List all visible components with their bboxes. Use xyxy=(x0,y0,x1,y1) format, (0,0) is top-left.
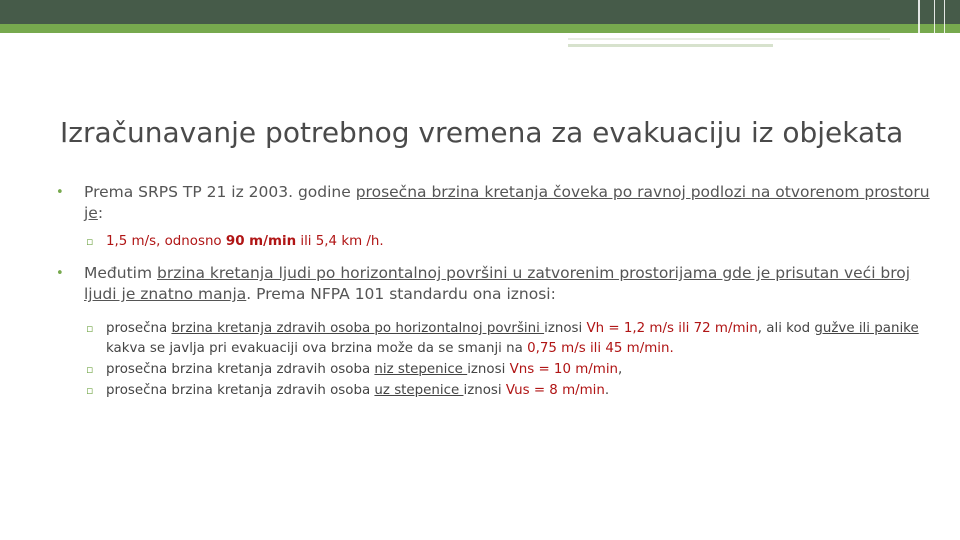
bullet-text xyxy=(84,183,930,222)
sub-bullet-text xyxy=(106,321,919,356)
square-bullet-icon: ▫ xyxy=(86,322,94,335)
text-run: , xyxy=(618,362,623,377)
text-run: Vus = 8 m/min xyxy=(505,383,605,398)
decor-line xyxy=(934,0,935,47)
sub-bullet-item xyxy=(56,319,936,359)
text-run: ili 5,4 km /h. xyxy=(296,234,384,249)
sub-bullet-item xyxy=(56,232,936,252)
text-run: , ali kod xyxy=(757,321,815,336)
text-run: prosečna xyxy=(106,321,172,336)
text-run: Vns = 10 m/min xyxy=(509,362,619,377)
text-run: iznosi xyxy=(467,362,510,377)
text-run: Vh = 1,2 m/s ili 72 m/min xyxy=(586,321,758,336)
bullet-item xyxy=(56,182,936,224)
top-header-bar xyxy=(0,0,960,24)
decor-hline xyxy=(568,44,773,47)
text-run: iznosi xyxy=(544,321,587,336)
text-run: Međutim xyxy=(84,264,157,282)
sub-bullet-text xyxy=(106,383,609,398)
sub-bullet-text xyxy=(106,234,384,249)
decor-hline xyxy=(568,38,890,40)
text-run: 90 m/min xyxy=(225,234,297,249)
sub-bullet-item xyxy=(56,360,936,380)
decor-line xyxy=(918,0,920,47)
square-bullet-icon: ▫ xyxy=(86,235,94,248)
slide-content xyxy=(56,182,936,402)
text-run: prosečna brzina kretanja zdravih osoba xyxy=(106,362,375,377)
decor-line xyxy=(944,0,945,47)
bullet-text xyxy=(84,264,910,303)
text-run: . xyxy=(604,383,610,398)
bullet-dot-icon: • xyxy=(56,185,64,200)
text-run: niz stepenice xyxy=(374,362,468,377)
text-run: Prema SRPS TP 21 iz 2003. godine xyxy=(84,183,356,201)
text-run: . Prema NFPA 101 standardu ona iznosi: xyxy=(246,285,556,303)
square-bullet-icon: ▫ xyxy=(86,363,94,376)
text-run: brzina kretanja zdravih osoba po horizontalnoj površini xyxy=(171,321,545,336)
text-run: iznosi xyxy=(463,383,506,398)
sub-bullet-item xyxy=(56,381,936,401)
text-run: prosečna brzina kretanja čoveka po ravnoj podlozi na otvorenom prostoru je xyxy=(84,183,930,222)
text-run: kakva se javlja pri evakuaciji ova brzina može da se smanji na xyxy=(106,341,528,356)
slide-title: Izračunavanje potrebnog vremena za evakuaciju iz objekata xyxy=(60,116,904,149)
square-bullet-icon: ▫ xyxy=(86,384,94,397)
text-run: : xyxy=(97,204,104,222)
text-run: gužve ili panike xyxy=(814,321,919,336)
text-run: prosečna brzina kretanja zdravih osoba xyxy=(106,383,375,398)
text-run: 0,75 m/s ili 45 m/min. xyxy=(527,341,674,356)
bullet-dot-icon: • xyxy=(56,266,64,281)
accent-stripe xyxy=(0,24,960,33)
sub-bullet-text xyxy=(106,362,622,377)
bullet-item xyxy=(56,263,936,305)
text-run: uz stepenice xyxy=(374,383,464,398)
text-run: brzina kretanja ljudi po horizontalnoj površini u zatvorenim prostorijama gde je prisutan veći broj ljudi je znatno manja xyxy=(84,264,911,303)
text-run: 1,5 m/s, odnosno xyxy=(106,234,226,249)
